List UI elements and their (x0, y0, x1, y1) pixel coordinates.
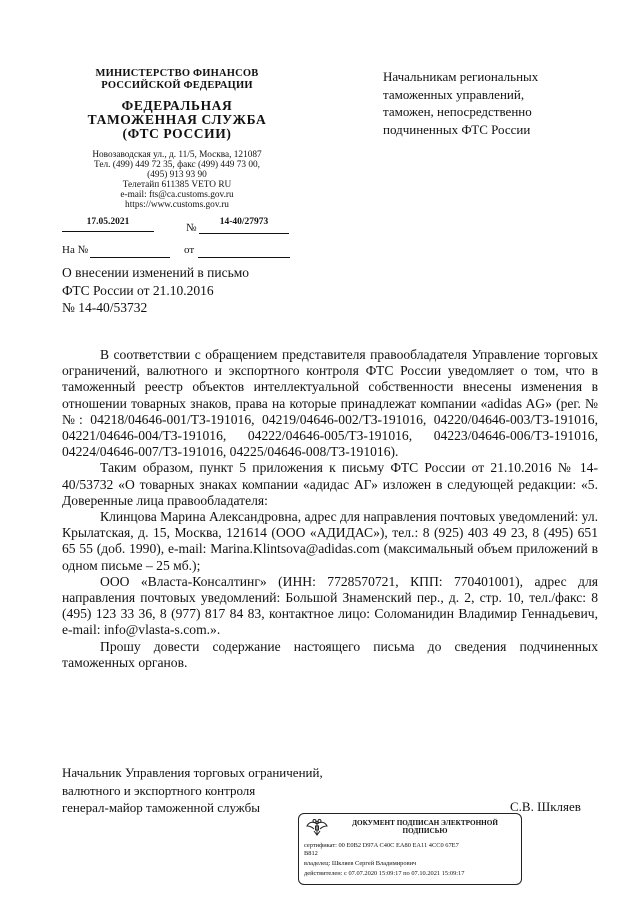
letterhead (62, 68, 292, 210)
number-sign: № (186, 222, 197, 234)
eagle-emblem-icon (305, 818, 329, 838)
addressee-block: Начальникам региональных таможенных управлений, таможен, непосредственно подчиненных ФТС России (383, 69, 539, 137)
subject-block: О внесении изменений в письмо ФТС России от 21.10.2016 № 14-40/53732 (62, 265, 250, 315)
letterhead-contacts (62, 150, 292, 210)
body-paragraph: В соответствии с обращением представителя правообладателя Управление торговых ограничений, валютного и экспортного контроля ФТС России уведомляет о том, что в таможенный реестр объектов интеллектуальной собственности внесены изменения в отношении товарных знаков, права на которые принадлежат компании «adidas AG» (рег. №№: 04218/04646-001/ТЗ-191016, 04219/04646-002/ТЗ-191016, 04220/04646-003/ТЗ-191016, 04221/04646-004/ТЗ-191016, 04222/04646-005/ТЗ-191016, 04223/04646-006/ТЗ-191016, 04224/04646-007/ТЗ-191016, 04225/04646-008/ТЗ-191016). (62, 347, 598, 460)
ref-number-underline (90, 257, 170, 258)
body-paragraph: ООО «Власта-Консалтинг» (ИНН: 7728570721, КПП: 770401001), адрес для направления почтовых уведомлений: Большой Знаменский пер., д. 2, стр. 10, тел./факс: 8 (495) 123 33 36, 8 (977) 817 84 83, контактное лицо: Соломанидин Владимир Геннадьевич, e-mail: info@vlasta-s.com.». (62, 573, 598, 638)
signature-position: Начальник Управления торговых ограничений, валютного и экспортного контроля генерал-майор таможенной службы (62, 765, 323, 815)
e-signature-stamp (298, 813, 522, 885)
regnum-underline (199, 233, 289, 234)
ref-from-underline (198, 257, 290, 258)
stamp-certificate: сертификат: 00 E0B2 D97A C40C EA80 EA11 4CC0 67E7 (304, 842, 459, 849)
ref-from-label: от (184, 244, 195, 256)
document-date: 17.05.2021 (86, 217, 130, 227)
service-name: ФЕДЕРАЛЬНАЯ ТАМОЖЕННАЯ СЛУЖБА (ФТС РОССИИ) (87, 98, 267, 141)
stamp-validity: действителен: с 07.07.2020 15:09:17 по 07.10.2021 15:09:17 (304, 870, 465, 877)
body-paragraph: Прошу довести содержание настоящего письма до сведения подчиненных таможенных органов. (62, 638, 598, 670)
contact-website[interactable]: https://www.customs.gov.ru (125, 200, 229, 210)
contact-address: Новозаводская ул., д. 11/5, Москва, 121087 (92, 150, 262, 160)
date-underline (62, 231, 154, 232)
stamp-title: ДОКУМЕНТ ПОДПИСАН ЭЛЕКТРОННОЙ ПОДПИСЬЮ (352, 819, 498, 835)
contact-phone: Тел. (499) 449 72 35, факс (499) 449 73 00, (94, 160, 260, 170)
registration-number: 14-40/27973 (219, 217, 269, 227)
contact-phone-extra: (495) 913 93 90 (147, 170, 207, 180)
ref-number-label: На № (62, 244, 89, 256)
ministry-name: МИНИСТЕРСТВО ФИНАНСОВ РОССИЙСКОЙ ФЕДЕРАЦИИ (95, 68, 259, 91)
signer-name: С.В. Шкляев (510, 799, 581, 814)
body-paragraph: Таким образом, пункт 5 приложения к письму ФТС России от 21.10.2016 № 14-40/53732 «О товарных знаках компании «адидас АГ» изложен в следующей редакции: «5. Доверенные лица правообладателя: (62, 460, 598, 508)
letter-body (62, 347, 598, 671)
body-paragraph: Клинцова Марина Александровна, адрес для направления почтовых уведомлений: ул. Крылатская, д. 15, Москва, 121614 (ООО «АДИДАС»), тел.: 8 (925) 403 49 23, 8 (495) 651 65 55 (доб. 1990), e-mail: Marina.Klintsova@adidas.com (максимальный объем приложений в одном письме – 25 мб.); (62, 509, 598, 573)
contact-teletype: Телетайп 611385 VETO RU (122, 180, 232, 190)
stamp-owner: владелец: Шкляев Сергей Владимирович (304, 860, 417, 867)
stamp-certificate-cont: B812 (304, 850, 318, 857)
reference-line (62, 244, 302, 256)
contact-email[interactable]: e-mail: fts@ca.customs.gov.ru (120, 190, 234, 200)
